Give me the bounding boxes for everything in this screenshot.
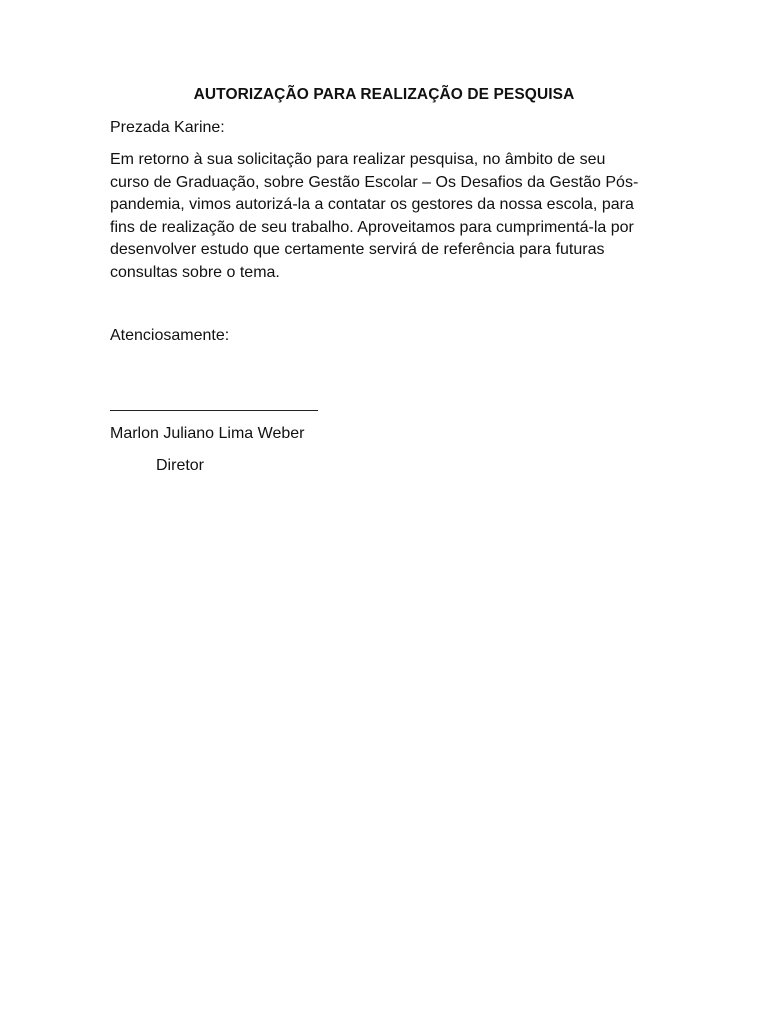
greeting: Prezada Karine:: [110, 119, 225, 136]
body-line: pandemia, vimos autorizá-la a contatar os gestores da nossa escola, para: [110, 196, 634, 213]
signer-role: Diretor: [156, 457, 205, 474]
closing: Atenciosamente:: [110, 327, 230, 344]
body-paragraph: [110, 149, 670, 284]
body-line: fins de realização de seu trabalho. Aproveitamos para cumprimentá-la por: [110, 218, 634, 236]
body-line: curso de Graduação, sobre Gestão Escolar – Os Desafios da Gestão Pós-: [110, 173, 639, 191]
body-line: Em retorno à sua solicitação para realizar pesquisa, no âmbito de seu: [110, 151, 606, 168]
body-line: consultas sobre o tema.: [110, 263, 280, 281]
signer-name: Marlon Juliano Lima Weber: [110, 425, 305, 442]
signature-line: [110, 410, 318, 411]
document-title: AUTORIZAÇÃO PARA REALIZAÇÃO DE PESQUISA: [193, 86, 575, 103]
body-line: desenvolver estudo que certamente servirá de referência para futuras: [110, 241, 605, 258]
